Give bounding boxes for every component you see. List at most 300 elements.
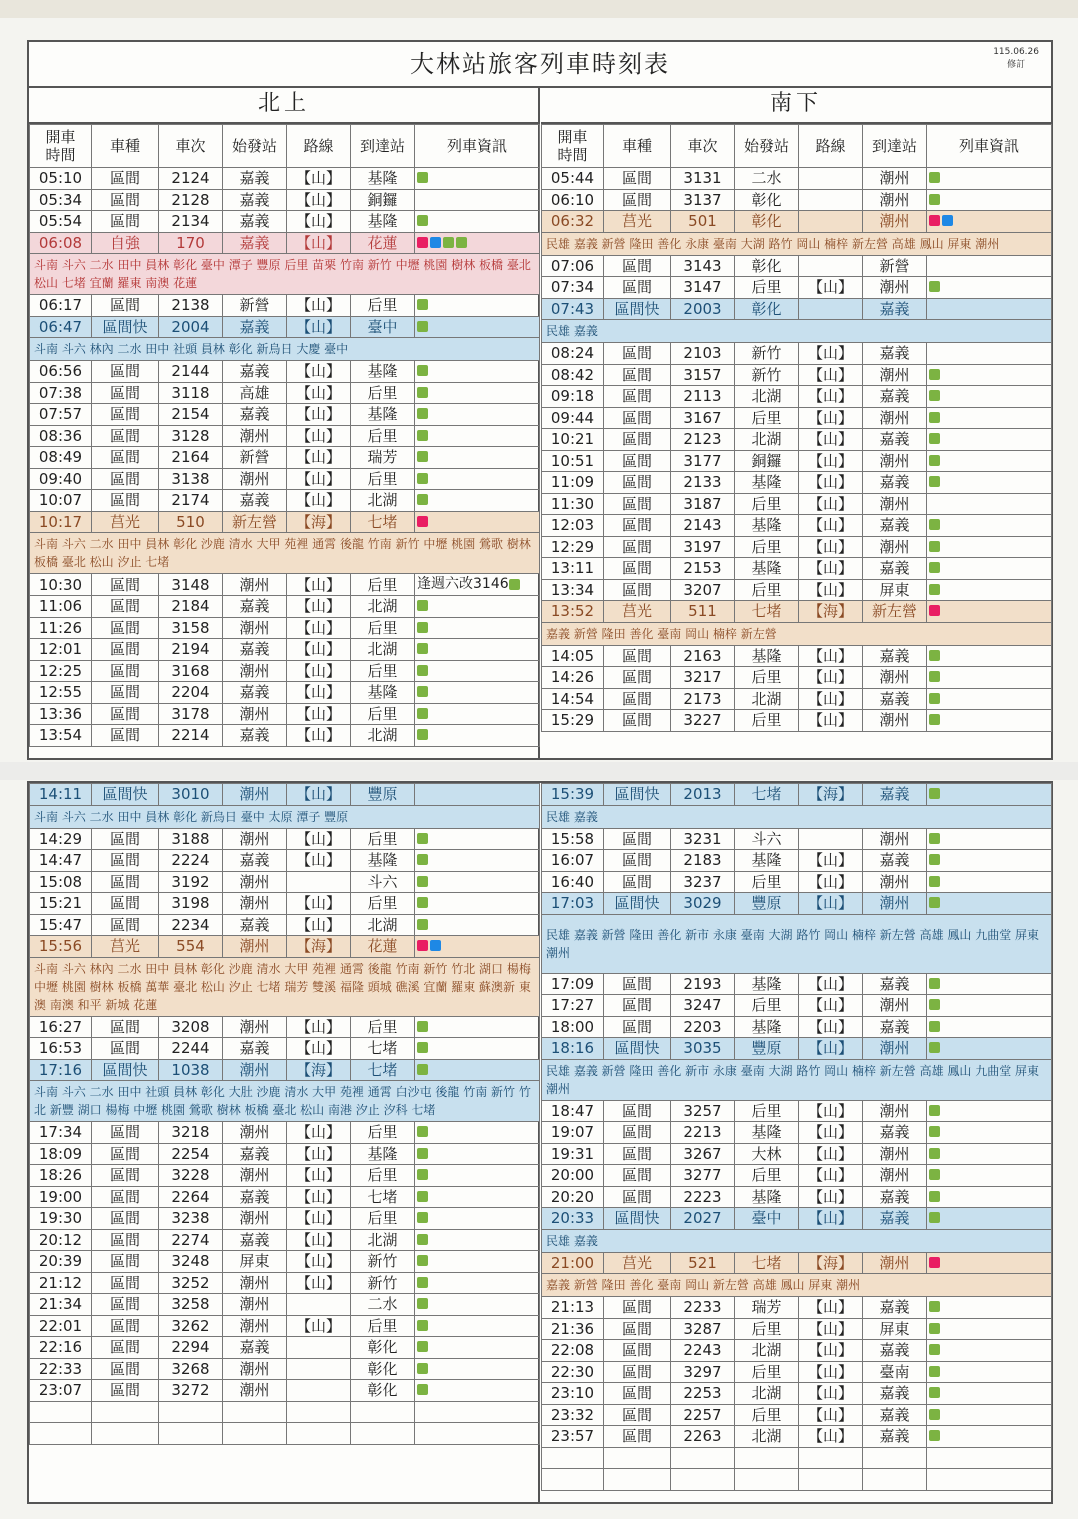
train-type: 區間 — [604, 386, 671, 408]
bicycle-icon — [929, 788, 940, 799]
train-row — [30, 1315, 540, 1337]
train-number: 3262 — [159, 1315, 223, 1337]
route-line: 【山】 — [287, 1016, 351, 1038]
destination-station: 嘉義 — [863, 429, 927, 451]
route-line: 【山】 — [799, 407, 863, 429]
departure-time: 22:30 — [542, 1361, 604, 1383]
train-info — [415, 490, 540, 512]
train-type: 莒光 — [92, 511, 159, 533]
destination-station: 嘉義 — [863, 1340, 927, 1362]
train-row — [30, 1143, 540, 1165]
train-row — [542, 343, 1052, 365]
train-row — [542, 973, 1052, 995]
train-info — [415, 295, 540, 317]
train-type: 區間 — [604, 710, 671, 732]
origin-station: 基隆 — [735, 558, 799, 580]
bicycle-icon — [929, 1126, 940, 1137]
train-number: 2173 — [671, 688, 735, 710]
bicycle-icon — [929, 833, 940, 844]
train-row — [542, 1404, 1052, 1426]
train-row — [30, 382, 540, 404]
route-line: 【山】 — [287, 361, 351, 383]
southbound-section-continued — [541, 783, 1051, 1491]
train-number: 3137 — [671, 189, 735, 211]
train-row — [542, 298, 1052, 320]
bicycle-icon — [417, 708, 428, 719]
origin-station: 瑞芳 — [735, 1297, 799, 1319]
bicycle-icon — [417, 876, 428, 887]
bicycle-icon — [509, 579, 520, 590]
destination-station: 潮州 — [863, 1165, 927, 1187]
train-row — [542, 1186, 1052, 1208]
bicycle-icon — [929, 1344, 940, 1355]
origin-station: 基隆 — [735, 472, 799, 494]
origin-station: 新竹 — [735, 343, 799, 365]
stops-list: 民雄 嘉義 — [542, 1229, 1052, 1252]
train-info — [927, 710, 1052, 732]
train-info — [415, 316, 540, 338]
origin-station: 嘉義 — [223, 404, 287, 426]
route-line: 【山】 — [799, 1340, 863, 1362]
train-info — [927, 1165, 1052, 1187]
destination-station: 嘉義 — [863, 1208, 927, 1230]
train-info — [415, 1208, 540, 1230]
bicycle-icon — [417, 622, 428, 633]
train-number: 554 — [159, 936, 223, 958]
train-info — [415, 828, 540, 850]
origin-station: 彰化 — [735, 298, 799, 320]
train-row — [30, 511, 540, 533]
train-info — [415, 850, 540, 872]
train-row — [542, 828, 1052, 850]
train-info — [415, 1165, 540, 1187]
train-row — [30, 1380, 540, 1402]
train-info — [415, 1423, 540, 1445]
train-info — [927, 871, 1052, 893]
train-type: 區間 — [92, 404, 159, 426]
train-number: 2184 — [159, 596, 223, 618]
train-row — [30, 1251, 540, 1273]
train-number: 3128 — [159, 425, 223, 447]
route-line: 【海】 — [287, 936, 351, 958]
train-type: 區間 — [92, 682, 159, 704]
train-type: 區間 — [604, 168, 671, 190]
stops-list: 民雄 嘉義 新營 隆田 善化 新市 永康 臺南 大湖 路竹 岡山 楠梓 新左營 高雄 鳳山 九曲堂 屏東 潮州 — [542, 914, 1052, 973]
route-line: 【山】 — [287, 232, 351, 254]
stops-note-row — [542, 805, 1052, 828]
route-line: 【山】 — [799, 536, 863, 558]
destination-station: 嘉義 — [863, 1016, 927, 1038]
route-line: 【山】 — [799, 579, 863, 601]
train-type: 區間 — [92, 168, 159, 190]
train-info — [415, 1294, 540, 1316]
train-number: 2213 — [671, 1122, 735, 1144]
train-type: 區間 — [604, 450, 671, 472]
departure-time: 11:06 — [30, 596, 92, 618]
train-row — [30, 211, 540, 233]
train-info — [927, 255, 1052, 277]
train-info — [415, 936, 540, 958]
bicycle-icon — [929, 369, 940, 380]
revision-stamp: 115.06.26 修訂 — [993, 47, 1039, 70]
destination-station: 嘉義 — [863, 1186, 927, 1208]
departure-time: 05:44 — [542, 168, 604, 190]
destination-station: 北湖 — [351, 596, 415, 618]
train-row — [30, 316, 540, 338]
destination-station: 斗六 — [351, 871, 415, 893]
route-line — [799, 298, 863, 320]
bicycle-icon — [929, 1212, 940, 1223]
origin-station: 潮州 — [223, 1059, 287, 1081]
destination-station: 嘉義 — [863, 343, 927, 365]
train-number: 2143 — [671, 515, 735, 537]
train-number: 3147 — [671, 277, 735, 299]
departure-time: 23:10 — [542, 1383, 604, 1405]
route-line: 【山】 — [799, 1404, 863, 1426]
train-info — [927, 973, 1052, 995]
route-line: 【山】 — [799, 558, 863, 580]
train-row — [542, 645, 1052, 667]
bicycle-icon — [929, 1430, 940, 1441]
route-line: 【山】 — [287, 1208, 351, 1230]
bicycle-icon — [929, 390, 940, 401]
origin-station: 新竹 — [735, 364, 799, 386]
train-number: 3297 — [671, 1361, 735, 1383]
route-line — [799, 211, 863, 233]
train-type: 區間 — [604, 667, 671, 689]
stops-list: 民雄 嘉義 新營 隆田 善化 新市 永康 臺南 大湖 路竹 岡山 楠梓 新左營 高雄 鳳山 九曲堂 屏東 潮州 — [542, 1059, 1052, 1100]
train-number — [671, 1469, 735, 1491]
bicycle-icon — [417, 1255, 428, 1266]
train-number: 3238 — [159, 1208, 223, 1230]
origin-station: 彰化 — [735, 211, 799, 233]
stops-note-row — [30, 805, 540, 828]
train-info — [927, 1122, 1052, 1144]
train-row — [542, 386, 1052, 408]
train-row — [542, 688, 1052, 710]
destination-station — [351, 1423, 415, 1445]
departure-time: 15:08 — [30, 871, 92, 893]
destination-station: 彰化 — [351, 1358, 415, 1380]
destination-station: 后里 — [351, 893, 415, 915]
train-info — [415, 617, 540, 639]
departure-time: 10:17 — [30, 511, 92, 533]
departure-time: 20:00 — [542, 1165, 604, 1187]
train-row — [542, 784, 1052, 806]
train-type: 區間快 — [604, 1208, 671, 1230]
stops-note-row — [542, 1229, 1052, 1252]
train-type: 區間 — [604, 255, 671, 277]
train-row — [30, 1165, 540, 1187]
bicycle-icon — [929, 1387, 940, 1398]
train-row — [30, 404, 540, 426]
train-number: 3168 — [159, 660, 223, 682]
origin-station: 嘉義 — [223, 1038, 287, 1060]
train-type: 區間 — [92, 447, 159, 469]
departure-time: 15:47 — [30, 914, 92, 936]
bicycle-icon — [929, 671, 940, 682]
origin-station — [735, 1469, 799, 1491]
origin-station: 潮州 — [223, 1122, 287, 1144]
bicycle-icon — [929, 541, 940, 552]
train-type: 區間 — [92, 189, 159, 211]
departure-time: 17:27 — [542, 995, 604, 1017]
train-info — [927, 579, 1052, 601]
origin-station: 潮州 — [223, 936, 287, 958]
train-row — [542, 472, 1052, 494]
bicycle-icon — [929, 455, 940, 466]
destination-station: 屏東 — [863, 1318, 927, 1340]
train-number: 3228 — [159, 1165, 223, 1187]
train-type: 區間 — [92, 725, 159, 747]
train-info — [415, 871, 540, 893]
destination-station: 北湖 — [351, 1229, 415, 1251]
train-number: 2203 — [671, 1016, 735, 1038]
destination-station: 后里 — [351, 382, 415, 404]
destination-station: 北湖 — [351, 490, 415, 512]
destination-station: 花蓮 — [351, 936, 415, 958]
stops-note-row — [542, 914, 1052, 973]
train-info — [415, 1272, 540, 1294]
stops-list: 嘉義 新營 隆田 善化 臺南 岡山 新左營 高雄 鳳山 屏東 潮州 — [542, 1274, 1052, 1297]
stops-list: 斗南 斗六 二水 田中 員林 彰化 新烏日 臺中 太原 潭子 豐原 — [30, 805, 540, 828]
origin-station: 潮州 — [223, 660, 287, 682]
train-type: 區間 — [92, 574, 159, 596]
train-row — [542, 1361, 1052, 1383]
bicycle-icon — [417, 1021, 428, 1032]
train-type: 區間 — [92, 1380, 159, 1402]
column-header: 路線 — [287, 125, 351, 168]
train-info — [927, 450, 1052, 472]
train-info — [927, 386, 1052, 408]
train-type: 區間 — [92, 850, 159, 872]
train-type: 區間 — [604, 515, 671, 537]
destination-station — [863, 1447, 927, 1469]
train-number: 3287 — [671, 1318, 735, 1340]
destination-station: 潮州 — [863, 493, 927, 515]
train-number: 511 — [671, 601, 735, 623]
route-line: 【山】 — [799, 493, 863, 515]
departure-time: 12:03 — [542, 515, 604, 537]
train-type: 區間 — [604, 343, 671, 365]
destination-station: 潮州 — [863, 364, 927, 386]
origin-station: 潮州 — [223, 1294, 287, 1316]
train-number: 2233 — [671, 1297, 735, 1319]
departure-time: 19:07 — [542, 1122, 604, 1144]
route-line: 【山】 — [799, 645, 863, 667]
stops-note-row — [542, 622, 1052, 645]
train-type: 區間 — [604, 1100, 671, 1122]
destination-station: 嘉義 — [863, 1383, 927, 1405]
destination-station: 花蓮 — [351, 232, 415, 254]
bicycle-icon — [929, 854, 940, 865]
train-type: 區間 — [92, 828, 159, 850]
train-type: 區間 — [92, 1038, 159, 1060]
bicycle-icon — [929, 999, 940, 1010]
departure-time: 17:34 — [30, 1122, 92, 1144]
bicycle-icon — [417, 408, 428, 419]
route-line: 【山】 — [287, 295, 351, 317]
northbound-table-top — [29, 124, 540, 747]
train-info — [415, 189, 540, 211]
origin-station: 北湖 — [735, 1383, 799, 1405]
train-row — [30, 1186, 540, 1208]
origin-station: 基隆 — [735, 1122, 799, 1144]
bicycle-icon — [929, 1366, 940, 1377]
departure-time: 19:31 — [542, 1143, 604, 1165]
train-type: 區間 — [604, 277, 671, 299]
destination-station: 七堵 — [351, 1059, 415, 1081]
destination-station: 后里 — [351, 828, 415, 850]
train-row — [30, 361, 540, 383]
train-number: 2144 — [159, 361, 223, 383]
train-row — [30, 468, 540, 490]
route-line: 【山】 — [799, 1122, 863, 1144]
train-info — [415, 382, 540, 404]
train-number: 2164 — [159, 447, 223, 469]
bicycle-icon — [417, 1212, 428, 1223]
bicycle-icon — [456, 237, 467, 248]
train-row — [542, 255, 1052, 277]
train-type: 區間 — [604, 1383, 671, 1405]
bicycle-icon — [417, 729, 428, 740]
train-number: 2113 — [671, 386, 735, 408]
departure-time: 19:00 — [30, 1186, 92, 1208]
train-number: 2134 — [159, 211, 223, 233]
route-line: 【山】 — [287, 1122, 351, 1144]
destination-station: 新竹 — [351, 1251, 415, 1273]
route-line: 【山】 — [799, 688, 863, 710]
departure-time: 23:57 — [542, 1426, 604, 1448]
train-type: 區間 — [92, 468, 159, 490]
train-row — [30, 295, 540, 317]
train-number — [671, 1447, 735, 1469]
train-type: 區間 — [604, 871, 671, 893]
train-number: 3258 — [159, 1294, 223, 1316]
bicycle-icon — [417, 1042, 428, 1053]
train-info — [415, 1143, 540, 1165]
train-row — [542, 1426, 1052, 1448]
departure-time: 22:33 — [30, 1358, 92, 1380]
destination-station: 后里 — [351, 1122, 415, 1144]
train-row — [542, 1143, 1052, 1165]
bicycle-icon — [417, 1126, 428, 1137]
train-info — [927, 995, 1052, 1017]
train-info — [415, 1358, 540, 1380]
destination-station: 嘉義 — [863, 386, 927, 408]
destination-station: 潮州 — [863, 995, 927, 1017]
route-line — [799, 1447, 863, 1469]
route-line: 【海】 — [799, 784, 863, 806]
destination-station: 潮州 — [863, 277, 927, 299]
train-row — [542, 1297, 1052, 1319]
bicycle-icon — [929, 1105, 940, 1116]
train-row — [542, 515, 1052, 537]
dining-icon — [929, 605, 940, 616]
bicycle-icon — [417, 494, 428, 505]
destination-station: 潮州 — [863, 1252, 927, 1274]
train-number: 3268 — [159, 1358, 223, 1380]
southbound-table-top — [541, 124, 1052, 732]
train-row — [542, 667, 1052, 689]
bicycle-icon — [417, 833, 428, 844]
destination-station: 潮州 — [863, 710, 927, 732]
departure-time: 22:16 — [30, 1337, 92, 1359]
train-info — [927, 364, 1052, 386]
train-info — [927, 472, 1052, 494]
train-number: 3148 — [159, 574, 223, 596]
page-title: 大林站旅客列車時刻表 — [29, 42, 1051, 88]
train-row — [30, 617, 540, 639]
stops-note-row — [30, 1081, 540, 1122]
train-number: 510 — [159, 511, 223, 533]
departure-time: 06:17 — [30, 295, 92, 317]
southbound-section — [541, 86, 1051, 732]
departure-time: 15:39 — [542, 784, 604, 806]
train-row — [542, 277, 1052, 299]
train-row — [542, 211, 1052, 233]
train-number: 2128 — [159, 189, 223, 211]
train-row — [30, 871, 540, 893]
train-info — [927, 493, 1052, 515]
train-type: 區間 — [604, 1297, 671, 1319]
train-row — [30, 703, 540, 725]
train-type: 區間 — [604, 493, 671, 515]
train-info — [415, 682, 540, 704]
destination-station: 后里 — [351, 295, 415, 317]
train-number: 2174 — [159, 490, 223, 512]
train-number: 2234 — [159, 914, 223, 936]
train-type: 區間 — [604, 1426, 671, 1448]
train-number: 170 — [159, 232, 223, 254]
train-info — [927, 189, 1052, 211]
departure-time: 11:30 — [542, 493, 604, 515]
departure-time: 11:26 — [30, 617, 92, 639]
train-info — [927, 515, 1052, 537]
train-row — [542, 710, 1052, 732]
origin-station: 斗六 — [735, 828, 799, 850]
destination-station: 七堵 — [351, 1038, 415, 1060]
train-row — [542, 364, 1052, 386]
train-type: 區間 — [604, 1318, 671, 1340]
column-header: 列車資訊 — [927, 125, 1052, 168]
train-info — [415, 1337, 540, 1359]
route-line: 【海】 — [799, 1252, 863, 1274]
destination-station: 基隆 — [351, 168, 415, 190]
origin-station: 后里 — [735, 1165, 799, 1187]
departure-time: 18:00 — [542, 1016, 604, 1038]
train-number: 3138 — [159, 468, 223, 490]
train-number: 3252 — [159, 1272, 223, 1294]
timetable-sheet-bottom — [27, 781, 1053, 1504]
train-type: 區間 — [604, 1016, 671, 1038]
train-info — [415, 784, 540, 806]
train-type: 區間 — [92, 1122, 159, 1144]
route-line: 【山】 — [287, 703, 351, 725]
destination-station: 潮州 — [863, 667, 927, 689]
bicycle-icon — [417, 1277, 428, 1288]
departure-time — [30, 1401, 92, 1423]
bicycle-icon — [929, 281, 940, 292]
route-line — [799, 828, 863, 850]
departure-time: 21:34 — [30, 1294, 92, 1316]
train-number: 2013 — [671, 784, 735, 806]
bicycle-icon — [929, 412, 940, 423]
destination-station: 潮州 — [863, 893, 927, 915]
bicycle-icon — [417, 600, 428, 611]
departure-time — [542, 1447, 604, 1469]
train-row — [30, 425, 540, 447]
